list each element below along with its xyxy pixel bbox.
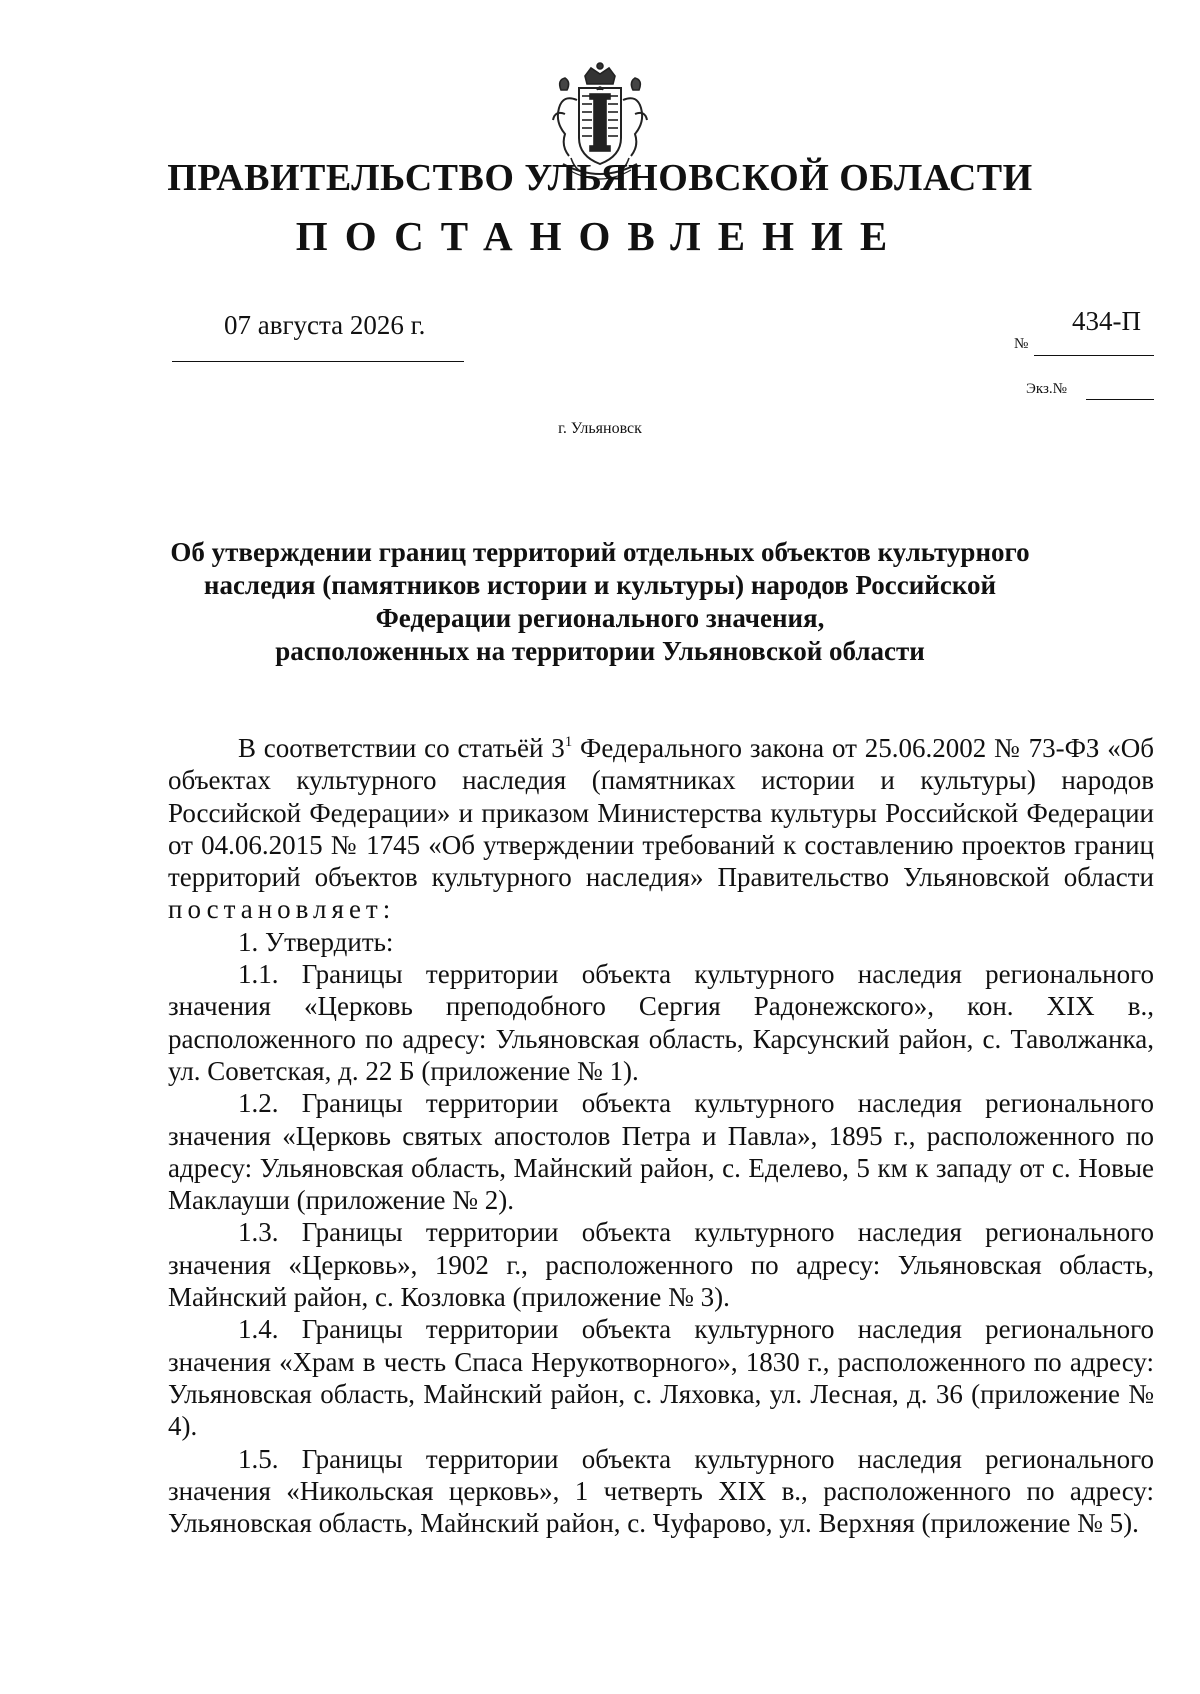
document-subject bbox=[150, 536, 1050, 668]
number-underline bbox=[1034, 355, 1154, 356]
subject-line: расположенных на территории Ульяновской области bbox=[275, 636, 925, 666]
item-paragraph: 1. Утвердить: bbox=[238, 926, 394, 957]
item-paragraph: 1.5. Границы территории объекта культурного наследия регионального значения «Никольская церковь», 1 четверть XIX в., расположенного по адресу: Ульяновская область, Майнский район, с. Чуфарово, ул. Верхняя (приложение № 5). bbox=[168, 1443, 1154, 1539]
article-superscript: 1 bbox=[564, 734, 573, 750]
item-paragraph: 1.3. Границы территории объекта культурного наследия регионального значения «Церковь», 1902 г., расположенного по адресу: Ульяновская область, Майнский район, с. Козловка (приложение № 3). bbox=[168, 1217, 1154, 1313]
document-number: 434-П bbox=[1072, 306, 1141, 336]
document-date: 07 августа 2026 г. bbox=[224, 310, 426, 340]
subject-line: Федерации регионального значения, bbox=[375, 603, 825, 633]
date-underline bbox=[172, 361, 464, 362]
number-prefix: № bbox=[1014, 336, 1029, 352]
preamble-text: Федерального закона от 25.06.2002 № 73-ФЗ «Об объектах культурного наследия (памятниках истории и культуры) народов Российской Федерации» и приказом Министерства культуры Российской Федерации от 04.06.2015 № 1745 «Об утверждении требований к составлению проектов границ территорий объектов культурного наследия» Правительство Ульяновской области bbox=[168, 733, 1154, 893]
preamble-text: В соответствии со статьёй 3 bbox=[238, 733, 565, 763]
document-body bbox=[168, 732, 1154, 1539]
document-type: ПОСТАНОВЛЕНИЕ bbox=[295, 213, 905, 259]
resolve-verb: постановляет bbox=[168, 894, 383, 925]
subject-line: Об утверждении границ территорий отдельных объектов культурного bbox=[170, 537, 1030, 567]
preamble-paragraph bbox=[168, 732, 1154, 926]
preamble-end: : bbox=[382, 894, 391, 925]
number-field bbox=[1014, 306, 1154, 356]
item-paragraph: 1.1. Границы территории объекта культурного наследия регионального значения «Церковь преподобного Сергия Радонежского», кон. XIX в., расположенного по адресу: Ульяновская область, Карсунский район, с. Таволжанка, ул. Советская, д. 22 Б (приложение № 1). bbox=[168, 959, 1154, 1086]
subject-line: наследия (памятников истории и культуры) народов Российской bbox=[203, 570, 997, 600]
city: г. Ульяновск bbox=[558, 420, 642, 437]
government-title: ПРАВИТЕЛЬСТВО УЛЬЯНОВСКОЙ ОБЛАСТИ bbox=[167, 157, 1033, 199]
item-paragraph: 1.2. Границы территории объекта культурного наследия регионального значения «Церковь святых апостолов Петра и Павла», 1895 г., расположенного по адресу: Ульяновская область, Майнский район, с. Еделево, 5 км к западу от с. Новые Маклауши (приложение № 2). bbox=[168, 1088, 1154, 1216]
copy-number-label: Экз.№ bbox=[1026, 381, 1067, 397]
copy-number-field bbox=[1026, 376, 1154, 400]
copy-number-underline bbox=[1086, 399, 1154, 400]
item-paragraph: 1.4. Границы территории объекта культурного наследия регионального значения «Храм в честь Спаса Нерукотворного», 1830 г., расположенного по адресу: Ульяновская область, Майнский район, с. Ляховка, ул. Лесная, д. 36 (приложение № 4). bbox=[168, 1314, 1154, 1442]
date-field bbox=[172, 310, 464, 362]
